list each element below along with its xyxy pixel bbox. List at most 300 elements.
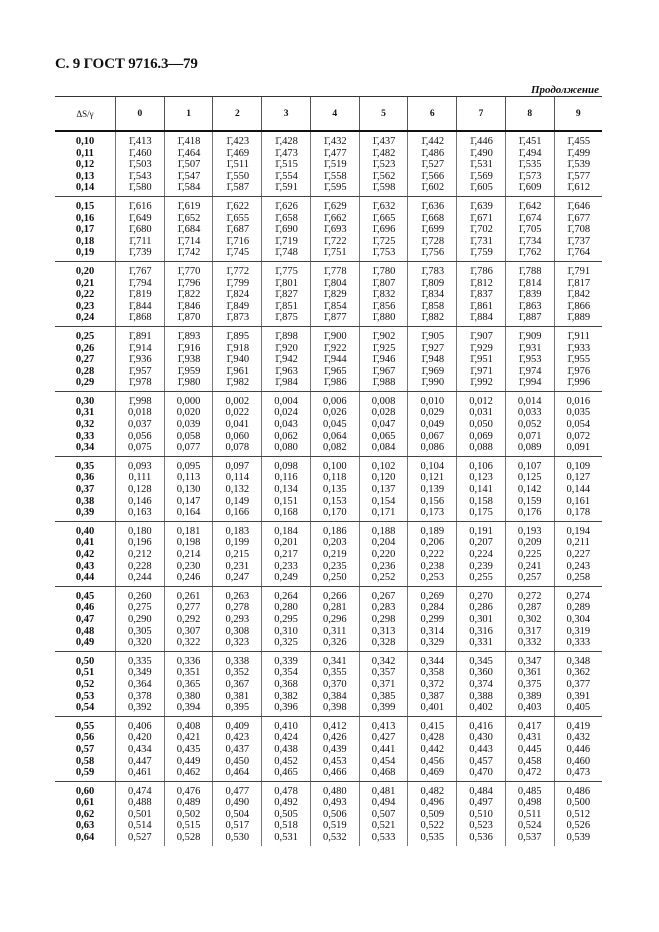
value-cell [116, 261, 165, 326]
table-cell: 0,130 [176, 484, 201, 496]
table-cell: 1̄,731 [469, 235, 493, 247]
table-cell: 0,310 [274, 625, 298, 637]
row-key: 0,48 [75, 625, 95, 637]
table-cell: 1̄,918 [225, 342, 250, 354]
row-key: 0,34 [75, 442, 95, 454]
table-cell: 1̄,775 [274, 265, 298, 277]
table-cell: 1̄,902 [371, 330, 396, 342]
table-cell: 0,171 [371, 507, 396, 519]
table-cell: 0,388 [469, 690, 493, 702]
table-cell: 0,181 [176, 525, 201, 537]
column-header-1: 1 [164, 97, 213, 132]
table-cell: 0,178 [566, 507, 591, 519]
table-cell: 1̄,716 [225, 235, 250, 247]
table-cell: 1̄,702 [469, 224, 493, 236]
value-cell [164, 521, 213, 586]
value-cell [310, 391, 359, 456]
table-cell: 1̄,783 [420, 265, 445, 277]
value-cell [164, 586, 213, 651]
table-cell: 0,501 [128, 808, 152, 820]
value-cell [213, 261, 262, 326]
table-cell: 0,412 [322, 720, 347, 732]
table-cell: 0,284 [420, 602, 445, 614]
table-cell: 1̄,767 [128, 265, 152, 277]
value-cell [457, 261, 506, 326]
table-cell: 0,060 [225, 430, 250, 442]
table-cell: 1̄,851 [274, 300, 298, 312]
table-cell: 0,286 [469, 602, 493, 614]
value-cell [359, 131, 408, 196]
table-cell: 1̄,898 [274, 330, 298, 342]
table-cell: 1̄,494 [517, 147, 542, 159]
table-cell: 1̄,658 [274, 212, 298, 224]
table-cell: 0,358 [420, 667, 445, 679]
table-cell: 0,515 [176, 820, 201, 832]
value-cell [213, 521, 262, 586]
table-cell: 0,416 [469, 720, 493, 732]
table-cell: 1̄,626 [274, 200, 298, 212]
value-cell [164, 326, 213, 391]
table-cell: 1̄,753 [371, 247, 396, 259]
table-cell: 0,328 [371, 637, 396, 649]
table-header-row [55, 97, 602, 132]
table-cell: 1̄,711 [128, 235, 152, 247]
table-cell: 1̄,976 [566, 365, 591, 377]
table-cell: 1̄,911 [566, 330, 590, 342]
value-cell [554, 391, 602, 456]
table-cell: 1̄,936 [128, 354, 152, 366]
table-cell: 0,364 [128, 678, 152, 690]
table-cell: 1̄,837 [469, 289, 493, 301]
table-cell: 1̄,982 [225, 377, 250, 389]
table-cell: 1̄,998 [128, 395, 152, 407]
value-cell [554, 261, 602, 326]
table-cell: 0,132 [225, 484, 250, 496]
table-cell: 0,378 [128, 690, 152, 702]
table-cell: 0,522 [420, 820, 445, 832]
table-cell: 0,420 [128, 732, 152, 744]
row-key: 0,17 [75, 224, 95, 236]
table-cell: 0,449 [176, 755, 201, 767]
table-cell: 0,189 [420, 525, 445, 537]
table-cell: 0,173 [420, 507, 445, 519]
table-cell: 1̄,822 [176, 289, 201, 301]
table-cell: 1̄,882 [420, 312, 445, 324]
table-cell: 1̄,739 [128, 247, 152, 259]
table-cell: 0,428 [420, 732, 445, 744]
table-row-group [55, 326, 602, 391]
table-cell: 1̄,680 [128, 224, 152, 236]
table-cell: 0,183 [225, 525, 250, 537]
table-cell: 0,247 [225, 572, 250, 584]
table-cell: 0,485 [517, 785, 542, 797]
table-cell: 0,395 [225, 702, 250, 714]
table-cell: 0,399 [371, 702, 396, 714]
table-cell: 0,453 [322, 755, 347, 767]
table-cell: 0,319 [566, 625, 591, 637]
value-cell [262, 196, 311, 261]
value-cell [408, 326, 457, 391]
table-row-group [55, 651, 602, 716]
row-key: 0,28 [75, 365, 95, 377]
table-cell: 0,506 [322, 808, 347, 820]
table-cell: 1̄,957 [128, 365, 152, 377]
table-cell: 0,207 [469, 537, 493, 549]
table-cell: 0,045 [322, 419, 347, 431]
row-key: 0,43 [75, 560, 95, 572]
row-key: 0,59 [75, 767, 95, 779]
table-row-group [55, 196, 602, 261]
table-cell: 1̄,756 [420, 247, 445, 259]
column-header-7: 7 [457, 97, 506, 132]
value-cell [164, 456, 213, 521]
table-cell: 1̄,690 [274, 224, 298, 236]
table-cell: 0,442 [420, 743, 445, 755]
value-cell [262, 261, 311, 326]
table-cell: 1̄,819 [128, 289, 152, 301]
table-cell: 0,431 [517, 732, 542, 744]
table-cell: 0,238 [420, 560, 445, 572]
table-cell: 0,325 [274, 637, 298, 649]
table-cell: 1̄,969 [420, 365, 445, 377]
table-cell: 0,253 [420, 572, 445, 584]
row-key: 0,38 [75, 495, 95, 507]
table-cell: 1̄,622 [225, 200, 250, 212]
table-cell: 0,466 [322, 767, 347, 779]
value-cell [554, 716, 602, 781]
table-cell: 0,305 [128, 625, 152, 637]
table-cell: 1̄,988 [371, 377, 396, 389]
table-cell: 0,505 [274, 808, 298, 820]
table-cell: 0,222 [420, 549, 445, 560]
row-key: 0,13 [75, 170, 95, 182]
table-cell: 0,054 [566, 419, 591, 431]
row-key: 0,14 [75, 182, 95, 194]
value-cell [359, 651, 408, 716]
table-cell: 1̄,432 [322, 136, 347, 147]
table-cell: 0,539 [566, 832, 591, 844]
table-cell: 1̄,477 [322, 147, 347, 159]
table-cell: 0,166 [225, 507, 250, 519]
value-cell [554, 651, 602, 716]
table-cell: 0,331 [469, 637, 493, 649]
table-cell: 0,408 [176, 720, 201, 732]
table-cell: 0,517 [225, 820, 250, 832]
value-cell [262, 586, 311, 651]
row-key: 0,29 [75, 377, 95, 389]
table-cell: 0,510 [469, 808, 493, 820]
table-cell: 0,342 [371, 655, 396, 667]
key-cell [55, 196, 116, 261]
table-cell: 1̄,778 [322, 265, 347, 277]
value-cell [408, 196, 457, 261]
table-cell: 1̄,469 [225, 147, 250, 159]
table-cell: 1̄,900 [322, 330, 347, 342]
table-cell: 0,235 [322, 560, 347, 572]
table-cell: 0,532 [322, 832, 347, 844]
key-cell [55, 456, 116, 521]
row-key: 0,64 [75, 832, 95, 844]
table-cell: 0,432 [566, 732, 591, 744]
value-cell [262, 521, 311, 586]
value-cell [408, 391, 457, 456]
table-cell: 0,128 [128, 484, 152, 496]
table-cell: 1̄,515 [274, 159, 298, 171]
value-cell [457, 781, 506, 845]
table-cell: 0,241 [517, 560, 542, 572]
table-cell: 1̄,880 [371, 312, 396, 324]
table-cell: 1̄,940 [225, 354, 250, 366]
table-cell: 1̄,423 [225, 136, 250, 147]
table-cell: 0,184 [274, 525, 298, 537]
table-cell: 1̄,759 [469, 247, 493, 259]
table-cell: 0,518 [274, 820, 298, 832]
table-cell: 0,362 [566, 667, 591, 679]
table-cell: 0,118 [323, 472, 347, 484]
table-cell: 0,537 [517, 832, 542, 844]
table-cell: 0,357 [371, 667, 396, 679]
table-cell: 1̄,605 [469, 182, 493, 194]
value-cell [213, 196, 262, 261]
row-key: 0,30 [75, 395, 95, 407]
table-cell: 1̄,762 [517, 247, 542, 259]
table-cell: 0,470 [469, 767, 493, 779]
value-cell [359, 586, 408, 651]
table-cell: 0,308 [225, 625, 250, 637]
row-key: 0,15 [75, 200, 95, 212]
table-cell: 1̄,895 [225, 330, 250, 342]
table-cell: 1̄,562 [371, 170, 396, 182]
value-cell [213, 651, 262, 716]
table-cell: 1̄,531 [469, 159, 493, 171]
table-cell: 0,352 [225, 667, 250, 679]
table-cell: 0,106 [469, 460, 493, 472]
table-cell: 1̄,511 [225, 159, 249, 171]
table-cell: 0,375 [517, 678, 542, 690]
table-cell: 0,419 [566, 720, 591, 732]
table-cell: 1̄,933 [566, 342, 591, 354]
table-cell: 1̄,619 [176, 200, 201, 212]
value-cell [457, 521, 506, 586]
table-cell: 0,113 [176, 472, 201, 484]
table-cell: 0,056 [128, 430, 152, 442]
table-cell: 1̄,877 [322, 312, 347, 324]
row-key: 0,37 [75, 484, 95, 496]
table-cell: 1̄,905 [420, 330, 445, 342]
table-cell: 0,050 [469, 419, 493, 431]
value-cell [505, 261, 554, 326]
table-cell: 0,480 [322, 785, 347, 797]
value-cell [554, 131, 602, 196]
table-cell: 1̄,788 [517, 265, 542, 277]
table-cell: 0,029 [420, 407, 445, 419]
value-cell [310, 131, 359, 196]
table-cell: 1̄,927 [420, 342, 445, 354]
table-cell: 1̄,978 [128, 377, 152, 389]
table-cell: 1̄,965 [322, 365, 347, 377]
continuation-label: Продолжение [530, 84, 599, 96]
row-key: 0,63 [75, 820, 95, 832]
table-cell: 0,206 [420, 537, 445, 549]
table-cell: 0,427 [371, 732, 396, 744]
table-cell: 0,289 [566, 602, 591, 614]
table-cell: 0,072 [566, 430, 591, 442]
table-row-group [55, 131, 602, 196]
table-cell: 0,250 [322, 572, 347, 584]
table-cell: 0,351 [176, 667, 201, 679]
table-cell: 0,426 [322, 732, 347, 744]
table-cell: 0,035 [566, 407, 591, 419]
table-cell: 0,446 [566, 743, 591, 755]
row-key: 0,39 [75, 507, 95, 519]
table-cell: 0,478 [274, 785, 298, 797]
table-cell: 0,494 [371, 797, 396, 809]
table-cell: 0,033 [517, 407, 542, 419]
value-cell [213, 781, 262, 845]
table-cell: 1̄,889 [566, 312, 591, 324]
table-cell: 0,317 [517, 625, 542, 637]
value-cell [505, 196, 554, 261]
value-cell [408, 131, 457, 196]
table-cell: 0,320 [128, 637, 152, 649]
table-cell: 1̄,764 [566, 247, 591, 259]
table-cell: 0,281 [322, 602, 347, 614]
value-cell [116, 456, 165, 521]
table-cell: 0,304 [566, 613, 591, 625]
row-key: 0,61 [75, 797, 95, 809]
table-cell: 0,084 [371, 442, 396, 454]
table-cell: 0,519 [322, 820, 347, 832]
table-cell: 1̄,994 [517, 377, 542, 389]
table-cell: 1̄,464 [176, 147, 201, 159]
value-cell [554, 196, 602, 261]
table-cell: 1̄,866 [566, 300, 591, 312]
table-cell: 1̄,547 [176, 170, 201, 182]
table-cell: 0,089 [517, 442, 542, 454]
value-cell [408, 716, 457, 781]
value-cell [554, 586, 602, 651]
key-cell [55, 131, 116, 196]
table-cell: 1̄,587 [225, 182, 250, 194]
table-cell: 0,102 [371, 460, 396, 472]
table-cell: 0,260 [128, 590, 152, 602]
table-cell: 1̄,652 [176, 212, 201, 224]
table-cell: 1̄,728 [420, 235, 445, 247]
table-cell: 0,287 [517, 602, 542, 614]
table-cell: 1̄,907 [469, 330, 493, 342]
table-row-group [55, 586, 602, 651]
table-cell: 0,469 [420, 767, 445, 779]
value-cell [213, 391, 262, 456]
table-cell: 1̄,451 [517, 136, 542, 147]
table-cell: 0,147 [176, 495, 201, 507]
value-cell [213, 586, 262, 651]
table-cell: 1̄,482 [371, 147, 396, 159]
row-key: 0,54 [75, 702, 95, 714]
table-cell: 0,409 [225, 720, 250, 732]
table-cell: 1̄,891 [128, 330, 152, 342]
table-cell: 1̄,662 [322, 212, 347, 224]
table-cell: 0,041 [225, 419, 250, 431]
log-table [55, 96, 602, 846]
value-cell [116, 716, 165, 781]
table-row-group [55, 261, 602, 326]
table-cell: 0,385 [371, 690, 396, 702]
table-cell: 1̄,922 [322, 342, 347, 354]
table-cell: 1̄,984 [274, 377, 298, 389]
table-cell: 1̄,696 [371, 224, 396, 236]
table-cell: 0,417 [517, 720, 542, 732]
table-cell: 0,396 [274, 702, 298, 714]
table-cell: 0,481 [371, 785, 396, 797]
table-cell: 1̄,963 [274, 365, 298, 377]
table-cell: 1̄,742 [176, 247, 201, 259]
table-cell: 0,322 [176, 637, 201, 649]
table-cell: 1̄,580 [128, 182, 152, 194]
table-cell: 0,456 [420, 755, 445, 767]
table-cell: 1̄,595 [322, 182, 347, 194]
table-cell: 0,107 [517, 460, 542, 472]
row-key: 0,35 [75, 460, 95, 472]
table-cell: 1̄,687 [225, 224, 250, 236]
table-cell: 1̄,842 [566, 289, 591, 301]
table-cell: 0,447 [128, 755, 152, 767]
value-cell [505, 456, 554, 521]
table-cell: 1̄,827 [274, 289, 298, 301]
table-cell: 0,323 [225, 637, 250, 649]
table-cell: 1̄,854 [322, 300, 347, 312]
row-key: 0,21 [75, 277, 95, 289]
table-cell: 0,283 [371, 602, 396, 614]
value-cell [116, 521, 165, 586]
table-cell: 1̄,632 [371, 200, 396, 212]
table-cell: 0,401 [420, 702, 445, 714]
table-cell: 0,406 [128, 720, 152, 732]
row-key: 0,40 [75, 525, 95, 537]
table-cell: 0,220 [371, 549, 396, 560]
table-cell: 0,000 [176, 395, 201, 407]
table-cell: 1̄,990 [420, 377, 445, 389]
table-cell: 0,423 [225, 732, 250, 744]
table-cell: 0,502 [176, 808, 201, 820]
table-cell: 1̄,849 [225, 300, 250, 312]
table-cell: 1̄,745 [225, 247, 250, 259]
table-cell: 0,450 [225, 755, 250, 767]
table-cell: 0,365 [176, 678, 201, 690]
row-key: 0,27 [75, 354, 95, 366]
table-cell: 1̄,499 [566, 147, 591, 159]
table-cell: 0,064 [322, 430, 347, 442]
table-cell: 0,008 [371, 395, 396, 407]
table-cell: 0,121 [420, 472, 445, 484]
table-cell: 0,507 [371, 808, 396, 820]
row-key: 0,56 [75, 732, 95, 744]
table-cell: 1̄,573 [517, 170, 542, 182]
table-cell: 0,093 [128, 460, 152, 472]
row-key: 0,41 [75, 537, 95, 549]
table-cell: 0,299 [420, 613, 445, 625]
table-cell: 0,228 [128, 560, 152, 572]
column-header-9: 9 [554, 97, 602, 132]
column-header-6: 6 [408, 97, 457, 132]
row-key: 0,26 [75, 342, 95, 354]
value-cell [310, 651, 359, 716]
table-cell: 0,476 [176, 785, 201, 797]
table-cell: 0,488 [128, 797, 152, 809]
table-cell: 0,387 [420, 690, 445, 702]
table-cell: 1̄,577 [566, 170, 591, 182]
table-cell: 0,230 [176, 560, 201, 572]
